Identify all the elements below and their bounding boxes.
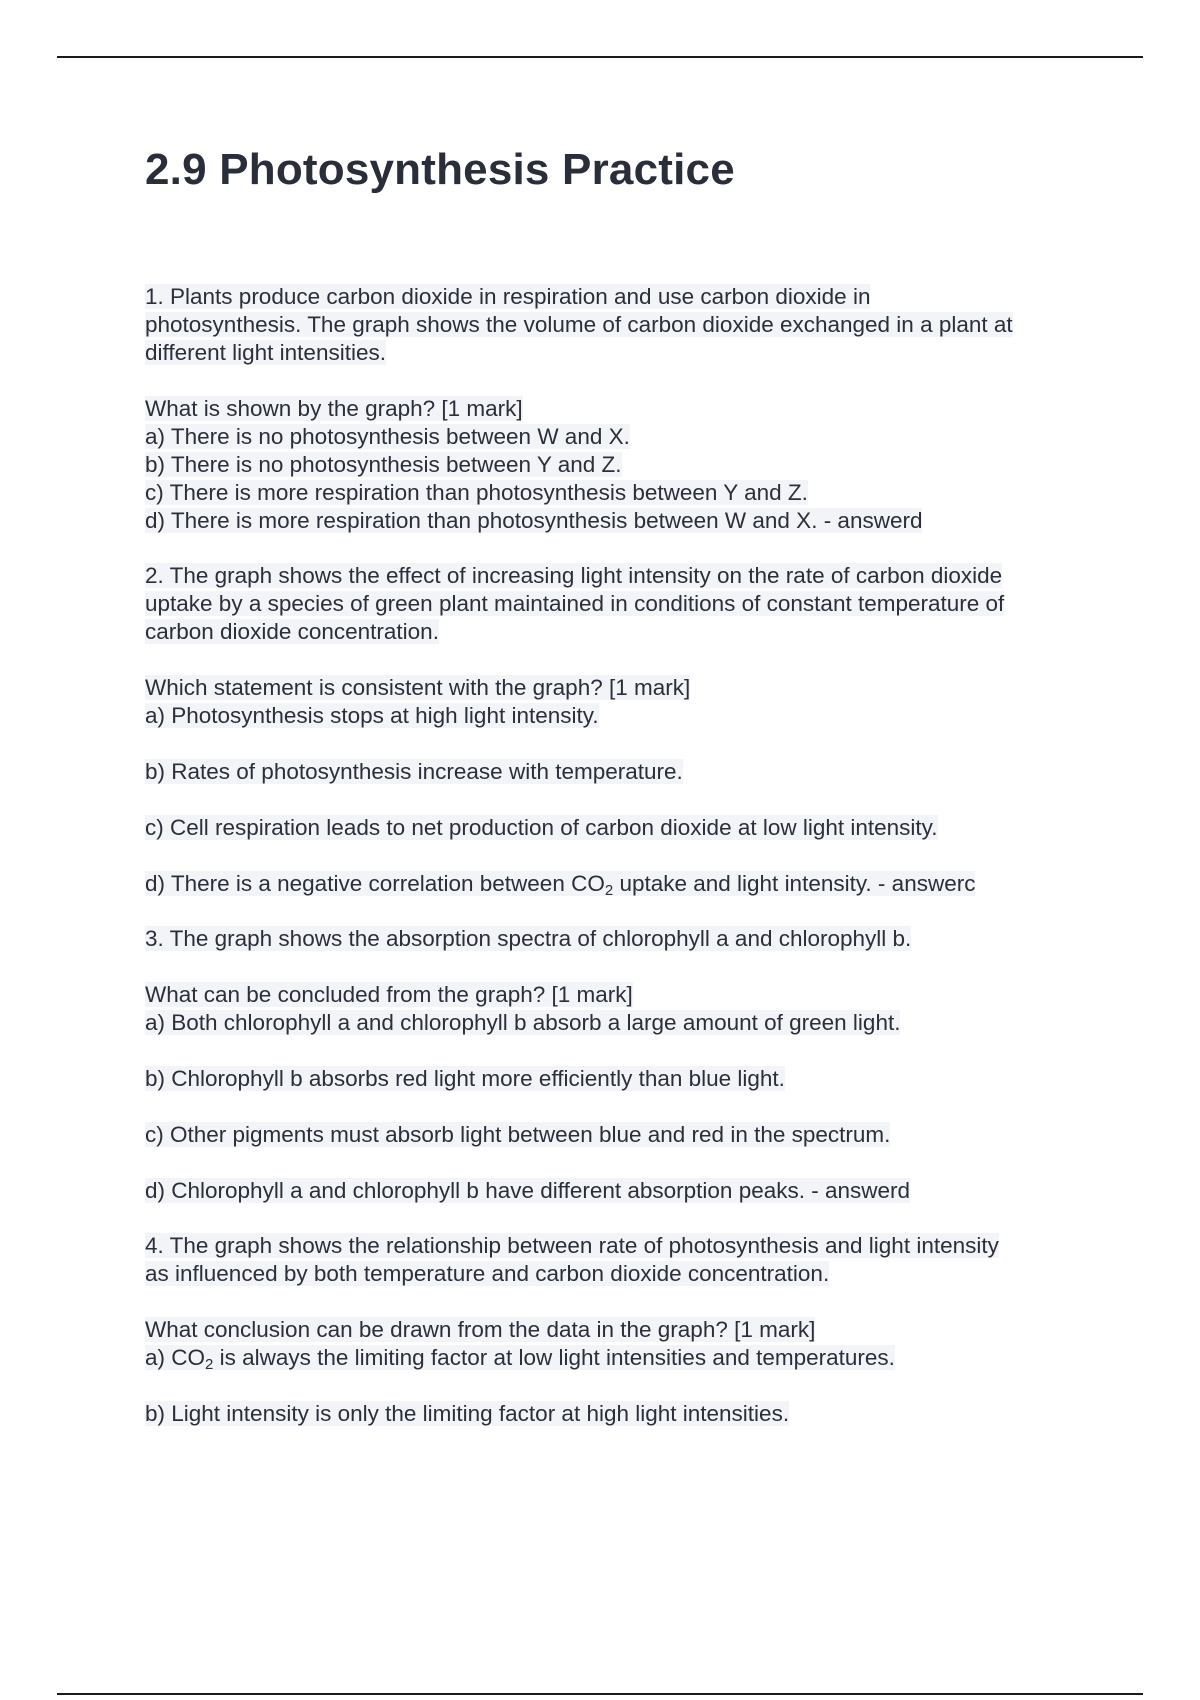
question-stem-line: uptake by a species of green plant maintained in conditions of constant temperature of — [145, 591, 1005, 616]
answer-option-d: d) There is more respiration than photosynthesis between W and X. - answerd — [145, 508, 923, 533]
page-title: 2.9 Photosynthesis Practice — [145, 145, 735, 194]
answer-option-a — [145, 1345, 895, 1373]
question-prompt: What can be concluded from the graph? [1 mark] — [145, 982, 633, 1007]
question-1 — [145, 283, 1085, 535]
option-text: uptake and light intensity. - answerc — [613, 871, 976, 896]
answer-option-c: c) Cell respiration leads to net production of carbon dioxide at low light intensity. — [145, 815, 938, 840]
question-4 — [145, 1232, 1085, 1428]
answer-option-b: b) Rates of photosynthesis increase with temperature. — [145, 759, 683, 784]
question-stem-line: different light intensities. — [145, 340, 386, 365]
question-prompt: What is shown by the graph? [1 mark] — [145, 396, 523, 421]
question-stem-line: 3. The graph shows the absorption spectra of chlorophyll a and chlorophyll b. — [145, 926, 912, 951]
question-stem-line: 1. Plants produce carbon dioxide in respiration and use carbon dioxide in — [145, 284, 871, 309]
top-rule — [57, 56, 1143, 58]
answer-option-b: b) Chlorophyll b absorbs red light more efficiently than blue light. — [145, 1066, 785, 1091]
question-prompt: What conclusion can be drawn from the data in the graph? [1 mark] — [145, 1317, 816, 1342]
question-stem-line: as influenced by both temperature and carbon dioxide concentration. — [145, 1261, 830, 1286]
answer-option-b: b) There is no photosynthesis between Y and Z. — [145, 452, 622, 477]
question-stem-line: photosynthesis. The graph shows the volume of carbon dioxide exchanged in a plant at — [145, 312, 1013, 337]
question-3 — [145, 925, 1085, 1205]
option-text: is always the limiting factor at low light intensities and temperatures. — [213, 1345, 895, 1370]
subscript: 2 — [604, 882, 614, 899]
question-stem-line: 4. The graph shows the relationship between rate of photosynthesis and light intensity — [145, 1233, 999, 1258]
answer-option-d: d) Chlorophyll a and chlorophyll b have different absorption peaks. - answerd — [145, 1178, 911, 1203]
option-text: d) There is a negative correlation between CO — [145, 871, 605, 896]
answer-option-a: a) There is no photosynthesis between W and X. — [145, 424, 630, 449]
document-body — [145, 283, 1085, 1428]
answer-option-d — [145, 871, 976, 899]
answer-option-a: a) Both chlorophyll a and chlorophyll b absorb a large amount of green light. — [145, 1010, 901, 1035]
option-text: a) CO — [145, 1345, 206, 1370]
question-2 — [145, 562, 1085, 898]
question-stem-line: 2. The graph shows the effect of increasing light intensity on the rate of carbon dioxide — [145, 563, 1003, 588]
answer-option-a: a) Photosynthesis stops at high light intensity. — [145, 703, 599, 728]
question-stem-line: carbon dioxide concentration. — [145, 619, 439, 644]
question-prompt: Which statement is consistent with the graph? [1 mark] — [145, 675, 691, 700]
answer-option-b: b) Light intensity is only the limiting factor at high light intensities. — [145, 1401, 790, 1426]
subscript: 2 — [205, 1356, 214, 1373]
answer-option-c: c) There is more respiration than photosynthesis between Y and Z. — [145, 480, 808, 505]
bottom-rule — [57, 1693, 1143, 1695]
answer-option-c: c) Other pigments must absorb light between blue and red in the spectrum. — [145, 1122, 891, 1147]
